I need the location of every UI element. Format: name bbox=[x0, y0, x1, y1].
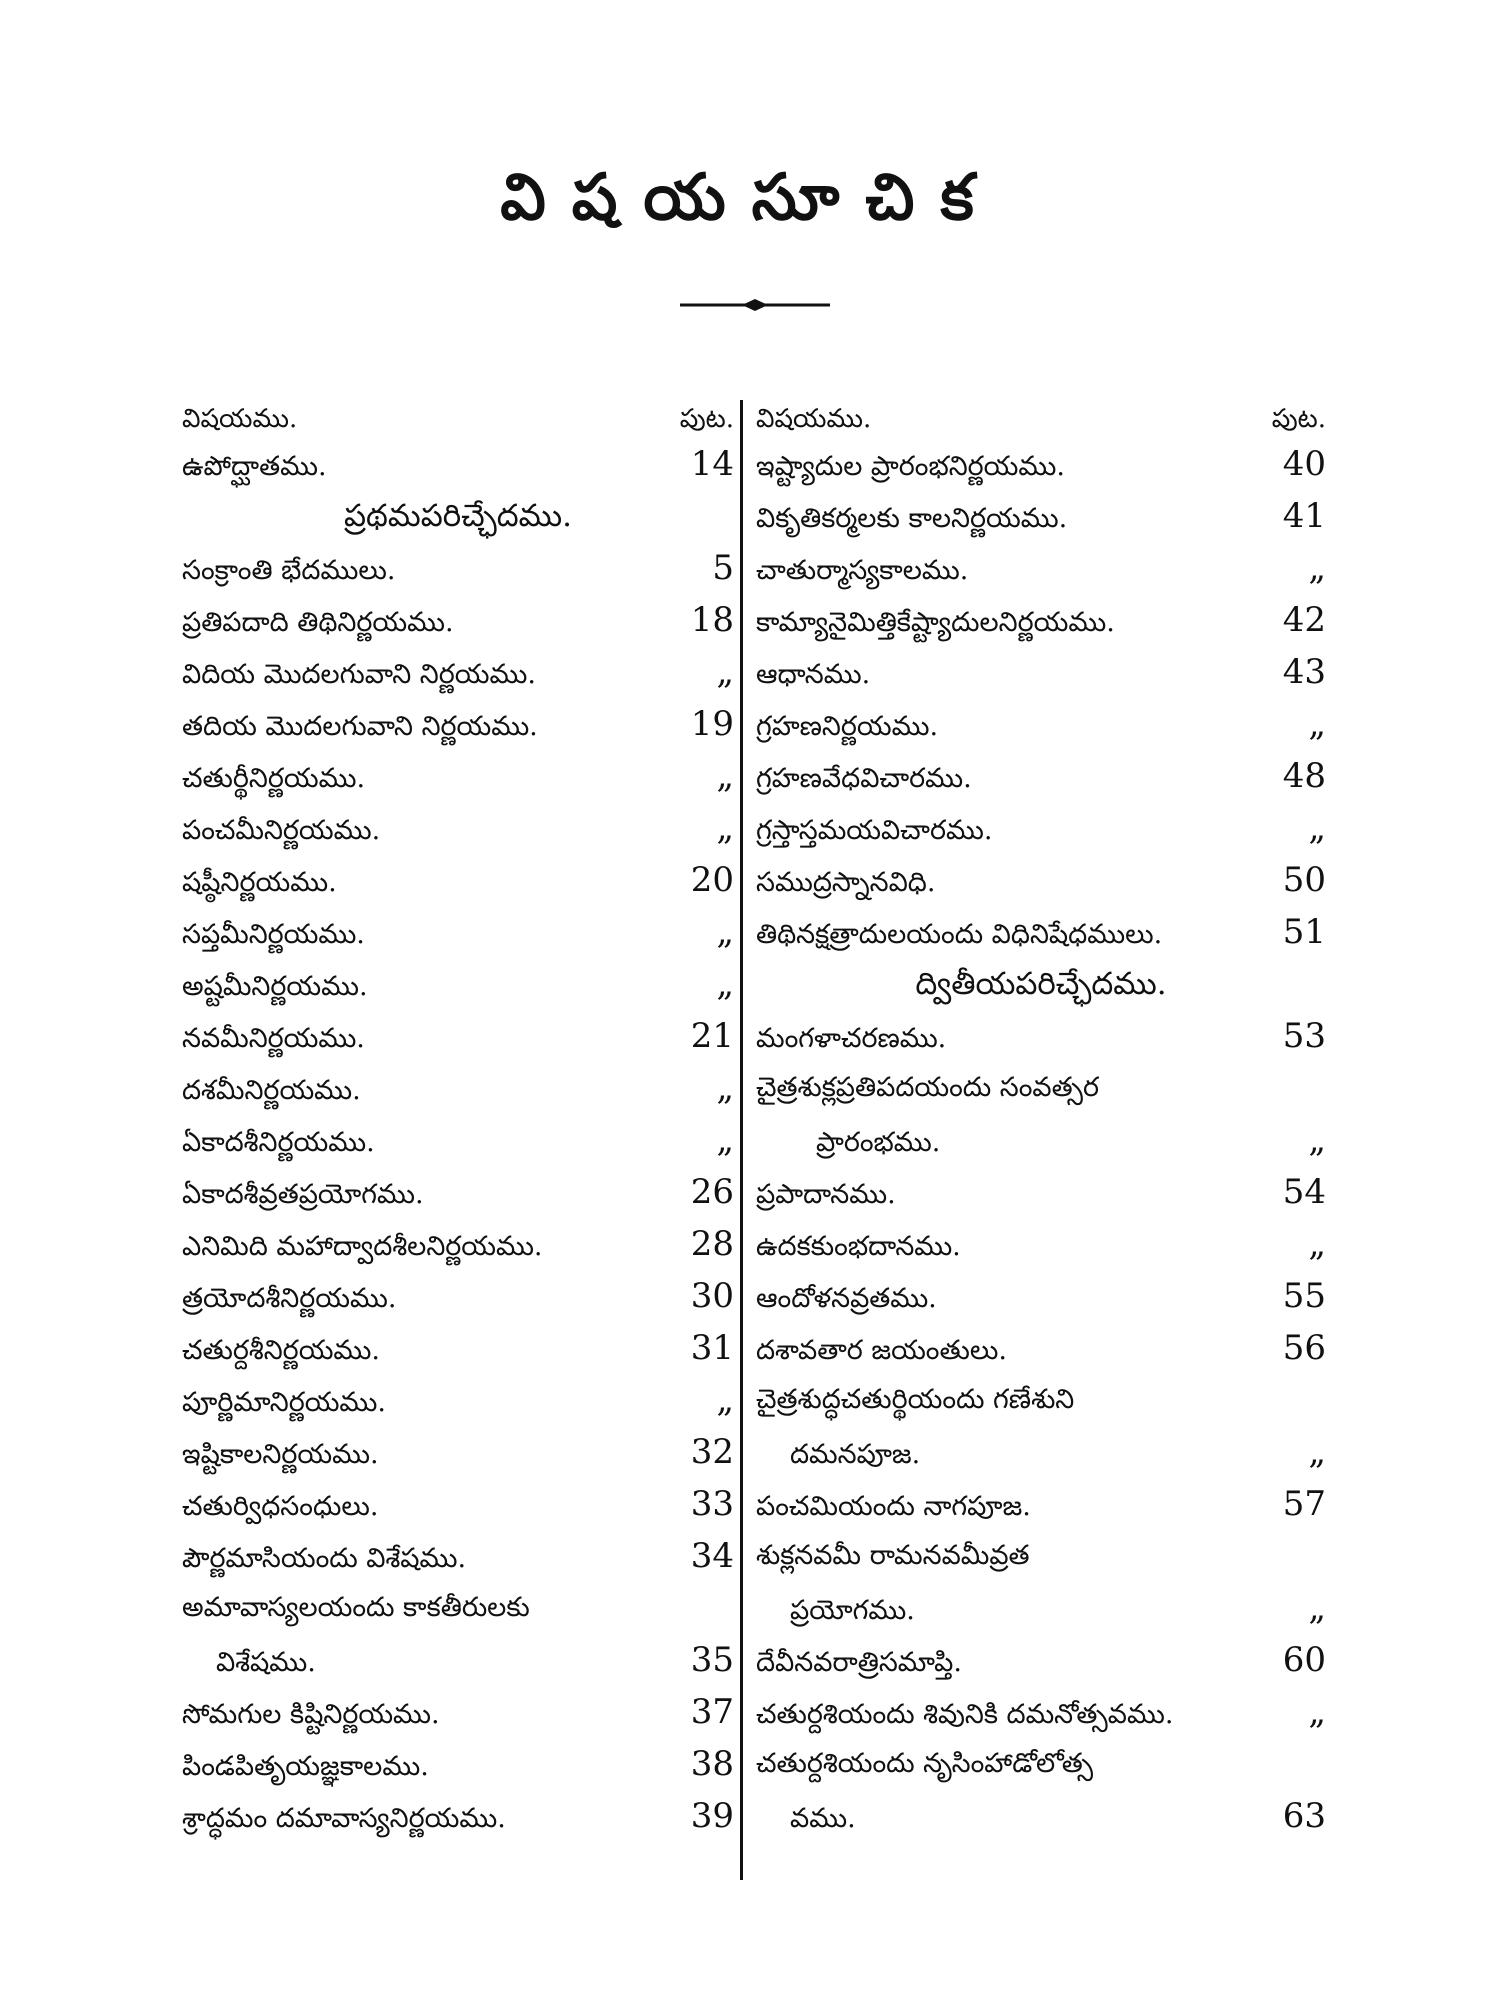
toc-entry bbox=[756, 854, 1326, 906]
toc-entry bbox=[756, 1686, 1326, 1738]
entry-title: దశమీనిర్ణయము. bbox=[182, 1075, 361, 1106]
entry-page-number: 43 bbox=[1282, 652, 1326, 692]
toc-entry bbox=[756, 1010, 1326, 1062]
toc-entry bbox=[182, 1010, 734, 1062]
toc-entry bbox=[182, 594, 734, 646]
entry-page-number: „ bbox=[716, 652, 734, 692]
entry-page-number: 20 bbox=[690, 860, 734, 900]
toc-entry bbox=[756, 1478, 1326, 1530]
column-header bbox=[756, 400, 1326, 438]
entry-page-number: 38 bbox=[690, 1744, 734, 1784]
entry-page-number: 32 bbox=[690, 1432, 734, 1472]
entry-page-number: 18 bbox=[690, 600, 734, 640]
toc-entry bbox=[182, 958, 734, 1010]
entry-title: ఆందోళనవ్రతము. bbox=[756, 1283, 937, 1314]
entry-page-number: „ bbox=[716, 912, 734, 952]
toc-entry bbox=[756, 1270, 1326, 1322]
entry-title: ద్వితీయపరిచ్ఛేదము. bbox=[915, 966, 1167, 1002]
toc-entry bbox=[182, 1322, 734, 1374]
toc-entry bbox=[756, 1738, 1326, 1790]
entry-page-number: 48 bbox=[1282, 756, 1326, 796]
entry-title: పంచమియందు నాగపూజ. bbox=[756, 1491, 1031, 1522]
entry-page-number: „ bbox=[716, 1120, 734, 1160]
entry-page-number: 35 bbox=[690, 1640, 734, 1680]
entry-title: ప్రతిపదాది తిథినిర్ణయము. bbox=[182, 607, 454, 638]
entry-title: పిండపితృయజ్ఞకాలము. bbox=[182, 1751, 429, 1782]
entry-title: ప్రయోగము. bbox=[790, 1595, 915, 1626]
entry-title: ఇష్టికాలనిర్ణయము. bbox=[182, 1439, 379, 1470]
toc-entry bbox=[182, 646, 734, 698]
entry-title: ప్రారంభము. bbox=[816, 1127, 941, 1158]
entry-page-number: 56 bbox=[1282, 1328, 1326, 1368]
entry-title: నవమీనిర్ణయము. bbox=[182, 1023, 365, 1054]
entry-page-number: 54 bbox=[1282, 1172, 1326, 1212]
toc-entry bbox=[182, 1218, 734, 1270]
entry-title: విశేషము. bbox=[216, 1647, 316, 1678]
entry-title: చతుర్దశియందు శివునికి దమనోత్సవము. bbox=[756, 1699, 1174, 1730]
entry-page-number: 33 bbox=[690, 1484, 734, 1524]
entry-title: చాతుర్మాస్యకాలము. bbox=[756, 555, 969, 586]
toc-entry bbox=[182, 698, 734, 750]
entry-page-number: 19 bbox=[690, 704, 734, 744]
toc-entry bbox=[182, 1166, 734, 1218]
toc-left-column bbox=[182, 400, 734, 1842]
entry-page-number: „ bbox=[716, 756, 734, 796]
entry-title: ప్రపాదానము. bbox=[756, 1179, 896, 1210]
toc-entry bbox=[182, 1062, 734, 1114]
entry-title: ఏకాదశీనిర్ణయము. bbox=[182, 1127, 375, 1158]
entry-page-number: „ bbox=[716, 1380, 734, 1420]
toc-entry bbox=[756, 1218, 1326, 1270]
entry-page-number: 14 bbox=[690, 444, 734, 484]
toc-right-rows bbox=[756, 438, 1326, 1842]
entry-page-number: 21 bbox=[690, 1016, 734, 1056]
column-header bbox=[182, 400, 734, 438]
entry-title: ఉపోద్ఘాతము. bbox=[182, 451, 327, 482]
entry-title: అమావాస్యలయందు కాకతీరులకు bbox=[182, 1592, 530, 1623]
toc-entry bbox=[756, 594, 1326, 646]
entry-title: సంక్రాంతి భేదములు. bbox=[182, 555, 396, 586]
toc-entry bbox=[182, 854, 734, 906]
toc-entry bbox=[182, 906, 734, 958]
entry-title: గ్రహణవేధవిచారము. bbox=[756, 763, 972, 794]
entry-title: పౌర్ణమాసియందు విశేషము. bbox=[182, 1543, 467, 1574]
toc-entry bbox=[182, 1530, 734, 1582]
entry-page-number: „ bbox=[716, 964, 734, 1004]
entry-title: గ్రస్తాస్తమయవిచారము. bbox=[756, 815, 993, 846]
entry-page-number: 31 bbox=[690, 1328, 734, 1368]
entry-page-number: 50 bbox=[1282, 860, 1326, 900]
entry-page-number: „ bbox=[1308, 1692, 1326, 1732]
entry-page-number: 37 bbox=[690, 1692, 734, 1732]
entry-title: చైత్రశుద్ధచతుర్థియందు గణేశుని bbox=[756, 1384, 1075, 1415]
entry-title: చతుర్దశీనిర్ణయము. bbox=[182, 1335, 380, 1366]
entry-title: ఏకాదశీవ్రతప్రయోగము. bbox=[182, 1179, 424, 1210]
entry-title: గ్రహణనిర్ణయము. bbox=[756, 711, 939, 742]
page-header: పుట. bbox=[679, 404, 734, 434]
entry-title: మంగళాచరణము. bbox=[756, 1023, 947, 1054]
entry-page-number: 39 bbox=[690, 1796, 734, 1836]
toc-entry bbox=[756, 802, 1326, 854]
entry-page-number: „ bbox=[1308, 1588, 1326, 1628]
entry-title: చతుర్థీనిర్ణయము. bbox=[182, 763, 366, 794]
entry-page-number: „ bbox=[1308, 1120, 1326, 1160]
toc-entry bbox=[182, 1686, 734, 1738]
entry-title: సోమగుల కిష్టినిర్ణయము. bbox=[182, 1699, 440, 1730]
entry-page-number: 60 bbox=[1282, 1640, 1326, 1680]
entry-title: ఉదకకుంభదానము. bbox=[756, 1231, 961, 1262]
toc-entry bbox=[756, 1426, 1326, 1478]
toc-entry bbox=[182, 750, 734, 802]
entry-title: కామ్యానైమిత్తికేష్ట్యాదులనిర్ణయము. bbox=[756, 607, 1115, 638]
entry-page-number: 28 bbox=[690, 1224, 734, 1264]
entry-title: ప్రథమపరిచ్ఛేదము. bbox=[343, 498, 572, 534]
entry-title: ఎనిమిది మహాద్వాదశీలనిర్ణయము. bbox=[182, 1231, 543, 1262]
toc-entry bbox=[182, 1478, 734, 1530]
toc-entry bbox=[182, 1114, 734, 1166]
toc-entry bbox=[182, 438, 734, 490]
toc-entry bbox=[756, 1582, 1326, 1634]
entry-page-number: „ bbox=[1308, 1224, 1326, 1264]
toc-entry bbox=[182, 1374, 734, 1426]
toc-entry bbox=[182, 1270, 734, 1322]
column-divider bbox=[740, 400, 743, 1880]
entry-page-number: „ bbox=[716, 808, 734, 848]
entry-title: శ్రాద్ధమం దమావాస్యనిర్ణయము. bbox=[182, 1803, 506, 1834]
toc-entry bbox=[756, 698, 1326, 750]
entry-page-number: 63 bbox=[1282, 1796, 1326, 1836]
section-heading bbox=[756, 958, 1326, 1010]
title-ornament bbox=[680, 297, 830, 313]
toc-entry bbox=[756, 490, 1326, 542]
entry-page-number: 51 bbox=[1282, 912, 1326, 952]
section-heading bbox=[182, 490, 734, 542]
toc-entry bbox=[756, 1166, 1326, 1218]
entry-page-number: 55 bbox=[1282, 1276, 1326, 1316]
toc-right-column bbox=[756, 400, 1326, 1842]
entry-title: దేవీనవరాత్రిసమాప్తి. bbox=[756, 1647, 962, 1678]
entry-title: ఇష్ట్యాదుల ప్రారంభనిర్ణయము. bbox=[756, 451, 1065, 482]
entry-title: తిథినక్షత్రాదులయందు విధినిషేధములు. bbox=[756, 919, 1163, 950]
entry-page-number: „ bbox=[1308, 808, 1326, 848]
entry-title: వికృతికర్మలకు కాలనిర్ణయము. bbox=[756, 503, 1068, 534]
toc-entry bbox=[756, 1530, 1326, 1582]
entry-title: సప్తమీనిర్ణయము. bbox=[182, 919, 365, 950]
toc-entry bbox=[756, 1790, 1326, 1842]
entry-page-number: 26 bbox=[690, 1172, 734, 1212]
entry-title: దశావతార జయంతులు. bbox=[756, 1335, 1007, 1366]
entry-title: వము. bbox=[790, 1803, 856, 1834]
entry-title: ఆధానము. bbox=[756, 659, 871, 690]
entry-title: షష్ఠీనిర్ణయము. bbox=[182, 867, 337, 898]
toc-entry bbox=[756, 1322, 1326, 1374]
entry-title: సముద్రస్నానవిధి. bbox=[756, 867, 936, 898]
entry-page-number: 42 bbox=[1282, 600, 1326, 640]
entry-title: చతుర్విధసంధులు. bbox=[182, 1491, 379, 1522]
toc-entry bbox=[756, 1634, 1326, 1686]
toc-entry bbox=[182, 1790, 734, 1842]
toc-entry bbox=[756, 906, 1326, 958]
toc-entry bbox=[182, 1634, 734, 1686]
entry-page-number: 57 bbox=[1282, 1484, 1326, 1524]
entry-page-number: „ bbox=[1308, 548, 1326, 588]
entry-page-number: 5 bbox=[712, 548, 734, 588]
toc-entry bbox=[182, 802, 734, 854]
toc-entry bbox=[756, 1114, 1326, 1166]
toc-entry bbox=[756, 750, 1326, 802]
toc-entry bbox=[756, 438, 1326, 490]
entry-page-number: „ bbox=[1308, 1432, 1326, 1472]
entry-title: తదియ మొదలగువాని నిర్ణయము. bbox=[182, 711, 538, 742]
subject-header: విషయము. bbox=[756, 404, 872, 434]
entry-title: చైత్రశుక్లప్రతిపదయందు సంవత్సర bbox=[756, 1072, 1100, 1103]
entry-title: శుక్లనవమీ రామనవమీవ్రత bbox=[756, 1540, 1030, 1571]
entry-title: దమనపూజ. bbox=[790, 1439, 921, 1470]
entry-title: చతుర్దశియందు నృసింహాడోలోత్స bbox=[756, 1748, 1094, 1779]
entry-page-number: 34 bbox=[690, 1536, 734, 1576]
toc-entry bbox=[182, 1582, 734, 1634]
toc-entry bbox=[756, 1062, 1326, 1114]
entry-title: విదియ మొదలగువాని నిర్ణయము. bbox=[182, 659, 536, 690]
entry-page-number: 41 bbox=[1282, 496, 1326, 536]
toc-entry bbox=[756, 646, 1326, 698]
entry-page-number: 30 bbox=[690, 1276, 734, 1316]
toc-entry bbox=[182, 1426, 734, 1478]
toc-left-rows bbox=[182, 438, 734, 1842]
entry-title: త్రయోదశీనిర్ణయము. bbox=[182, 1283, 397, 1314]
subject-header: విషయము. bbox=[182, 404, 298, 434]
entry-page-number: „ bbox=[716, 1068, 734, 1108]
toc-entry bbox=[756, 1374, 1326, 1426]
entry-title: పంచమీనిర్ణయము. bbox=[182, 815, 381, 846]
page-title: విషయసూచిక bbox=[500, 160, 1000, 235]
toc-entry bbox=[756, 542, 1326, 594]
page-header: పుట. bbox=[1271, 404, 1326, 434]
entry-page-number: 53 bbox=[1282, 1016, 1326, 1056]
entry-title: పూర్ణిమానిర్ణయము. bbox=[182, 1387, 386, 1418]
toc-entry bbox=[182, 542, 734, 594]
entry-title: అష్టమీనిర్ణయము. bbox=[182, 971, 368, 1002]
toc-entry bbox=[182, 1738, 734, 1790]
entry-page-number: 40 bbox=[1282, 444, 1326, 484]
entry-page-number: „ bbox=[1308, 704, 1326, 744]
